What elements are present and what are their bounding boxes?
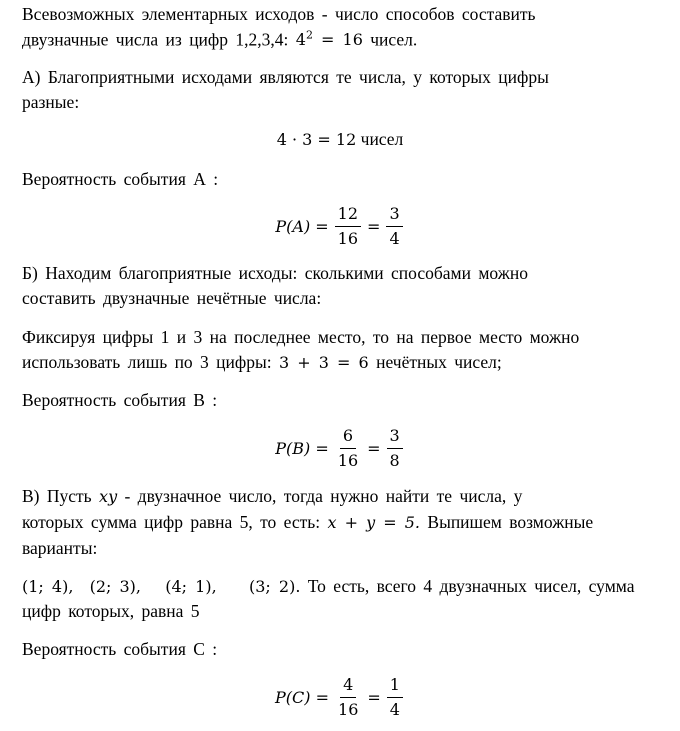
numerator: 3 — [387, 426, 403, 449]
intro-line-2 — [22, 29, 417, 50]
part-c-line-2-formula: x + y = 5. — [327, 513, 421, 532]
denominator: 16 — [337, 451, 359, 470]
part-c-probability-formula — [0, 675, 680, 720]
intro-line-2-text: двузначные числа из цифр 1,2,3,4: — [22, 29, 289, 50]
part-a-count-formula: 4 · 3 = 12 — [276, 130, 357, 149]
denominator: 16 — [338, 700, 359, 719]
formula-exponent: 2 — [305, 29, 313, 42]
formula-base: 4 — [295, 30, 306, 50]
part-b-line-4 — [22, 352, 502, 373]
part-a-prob-label: Вероятность события А : — [22, 169, 219, 189]
part-b-prob-label: Вероятность события В : — [22, 390, 218, 410]
part-c-line-2-b: Выпишем возможные — [427, 512, 594, 532]
fraction — [335, 204, 361, 249]
part-b-line-2: составить двузначные нечётные числа: — [22, 288, 322, 308]
part-c-prob-label: Вероятность события С : — [22, 639, 218, 659]
numerator: 4 — [340, 675, 356, 698]
part-b-line-4-tail: нечётных чисел; — [376, 352, 502, 372]
numerator: 12 — [335, 204, 361, 227]
denominator: 8 — [389, 451, 400, 470]
numerator: 6 — [340, 426, 356, 449]
part-a-line-1: А) Благоприятными исходами являются те числа, у которых цифры — [22, 67, 549, 87]
part-a-count-word: чисел — [360, 129, 404, 149]
part-b-line-3: Фиксируя цифры 1 и 3 на последнее место, то на первое место можно — [22, 327, 580, 347]
prob-lhs: P(A) = — [275, 217, 329, 236]
part-c-variable: xy — [99, 487, 118, 506]
part-c-line-1-b: - двузначное число, тогда нужно найти те числа, у — [124, 486, 523, 506]
prob-lhs: P(B) = — [275, 439, 329, 458]
numerator: 3 — [386, 204, 402, 227]
fraction — [335, 426, 361, 471]
equals-sign: = — [367, 439, 381, 458]
part-b-probability-formula — [0, 426, 680, 471]
part-c-line-3: варианты: — [22, 538, 98, 558]
part-c-line-1 — [22, 486, 522, 507]
part-a-line-2: разные: — [22, 92, 80, 112]
part-c-line-2-a: которых сумма цифр равна 5, то есть: — [22, 512, 321, 532]
fraction-result — [386, 204, 402, 249]
part-c-line-4 — [22, 576, 635, 597]
part-c-line-2 — [22, 512, 593, 533]
formula-result: = 16 — [312, 30, 363, 50]
fraction — [335, 675, 361, 720]
denominator: 16 — [337, 229, 359, 248]
part-b-line-4-formula: 3 + 3 = 6 — [279, 353, 369, 372]
part-b-line-1: Б) Находим благоприятные исходы: сколькими способами можно — [22, 263, 528, 283]
part-a-count — [0, 129, 680, 150]
numerator: 1 — [387, 675, 403, 698]
equals-sign: = — [367, 688, 381, 707]
equals-sign: = — [367, 217, 381, 236]
prob-lhs: P(C) = — [275, 688, 330, 707]
part-c-pairs: (1; 4), (2; 3), (4; 1), (3; 2). — [22, 577, 301, 596]
part-a-probability-formula — [0, 204, 680, 249]
denominator: 4 — [389, 700, 400, 719]
part-c-line-1-a: В) Пусть — [22, 486, 92, 506]
fraction-result — [387, 675, 403, 720]
part-b-line-4-text: использовать лишь по 3 цифры: — [22, 352, 272, 372]
intro-line-2-tail: чисел. — [370, 29, 418, 50]
intro-line-1: Всевозможных элементарных исходов - число способов составить — [22, 4, 536, 24]
denominator: 4 — [389, 229, 400, 248]
fraction-result — [387, 426, 403, 471]
part-c-line-5: цифр которых, равна 5 — [22, 601, 200, 621]
total-outcomes-formula — [296, 30, 363, 49]
part-c-line-4-tail: То есть, всего 4 двузначных чисел, сумма — [307, 576, 635, 596]
